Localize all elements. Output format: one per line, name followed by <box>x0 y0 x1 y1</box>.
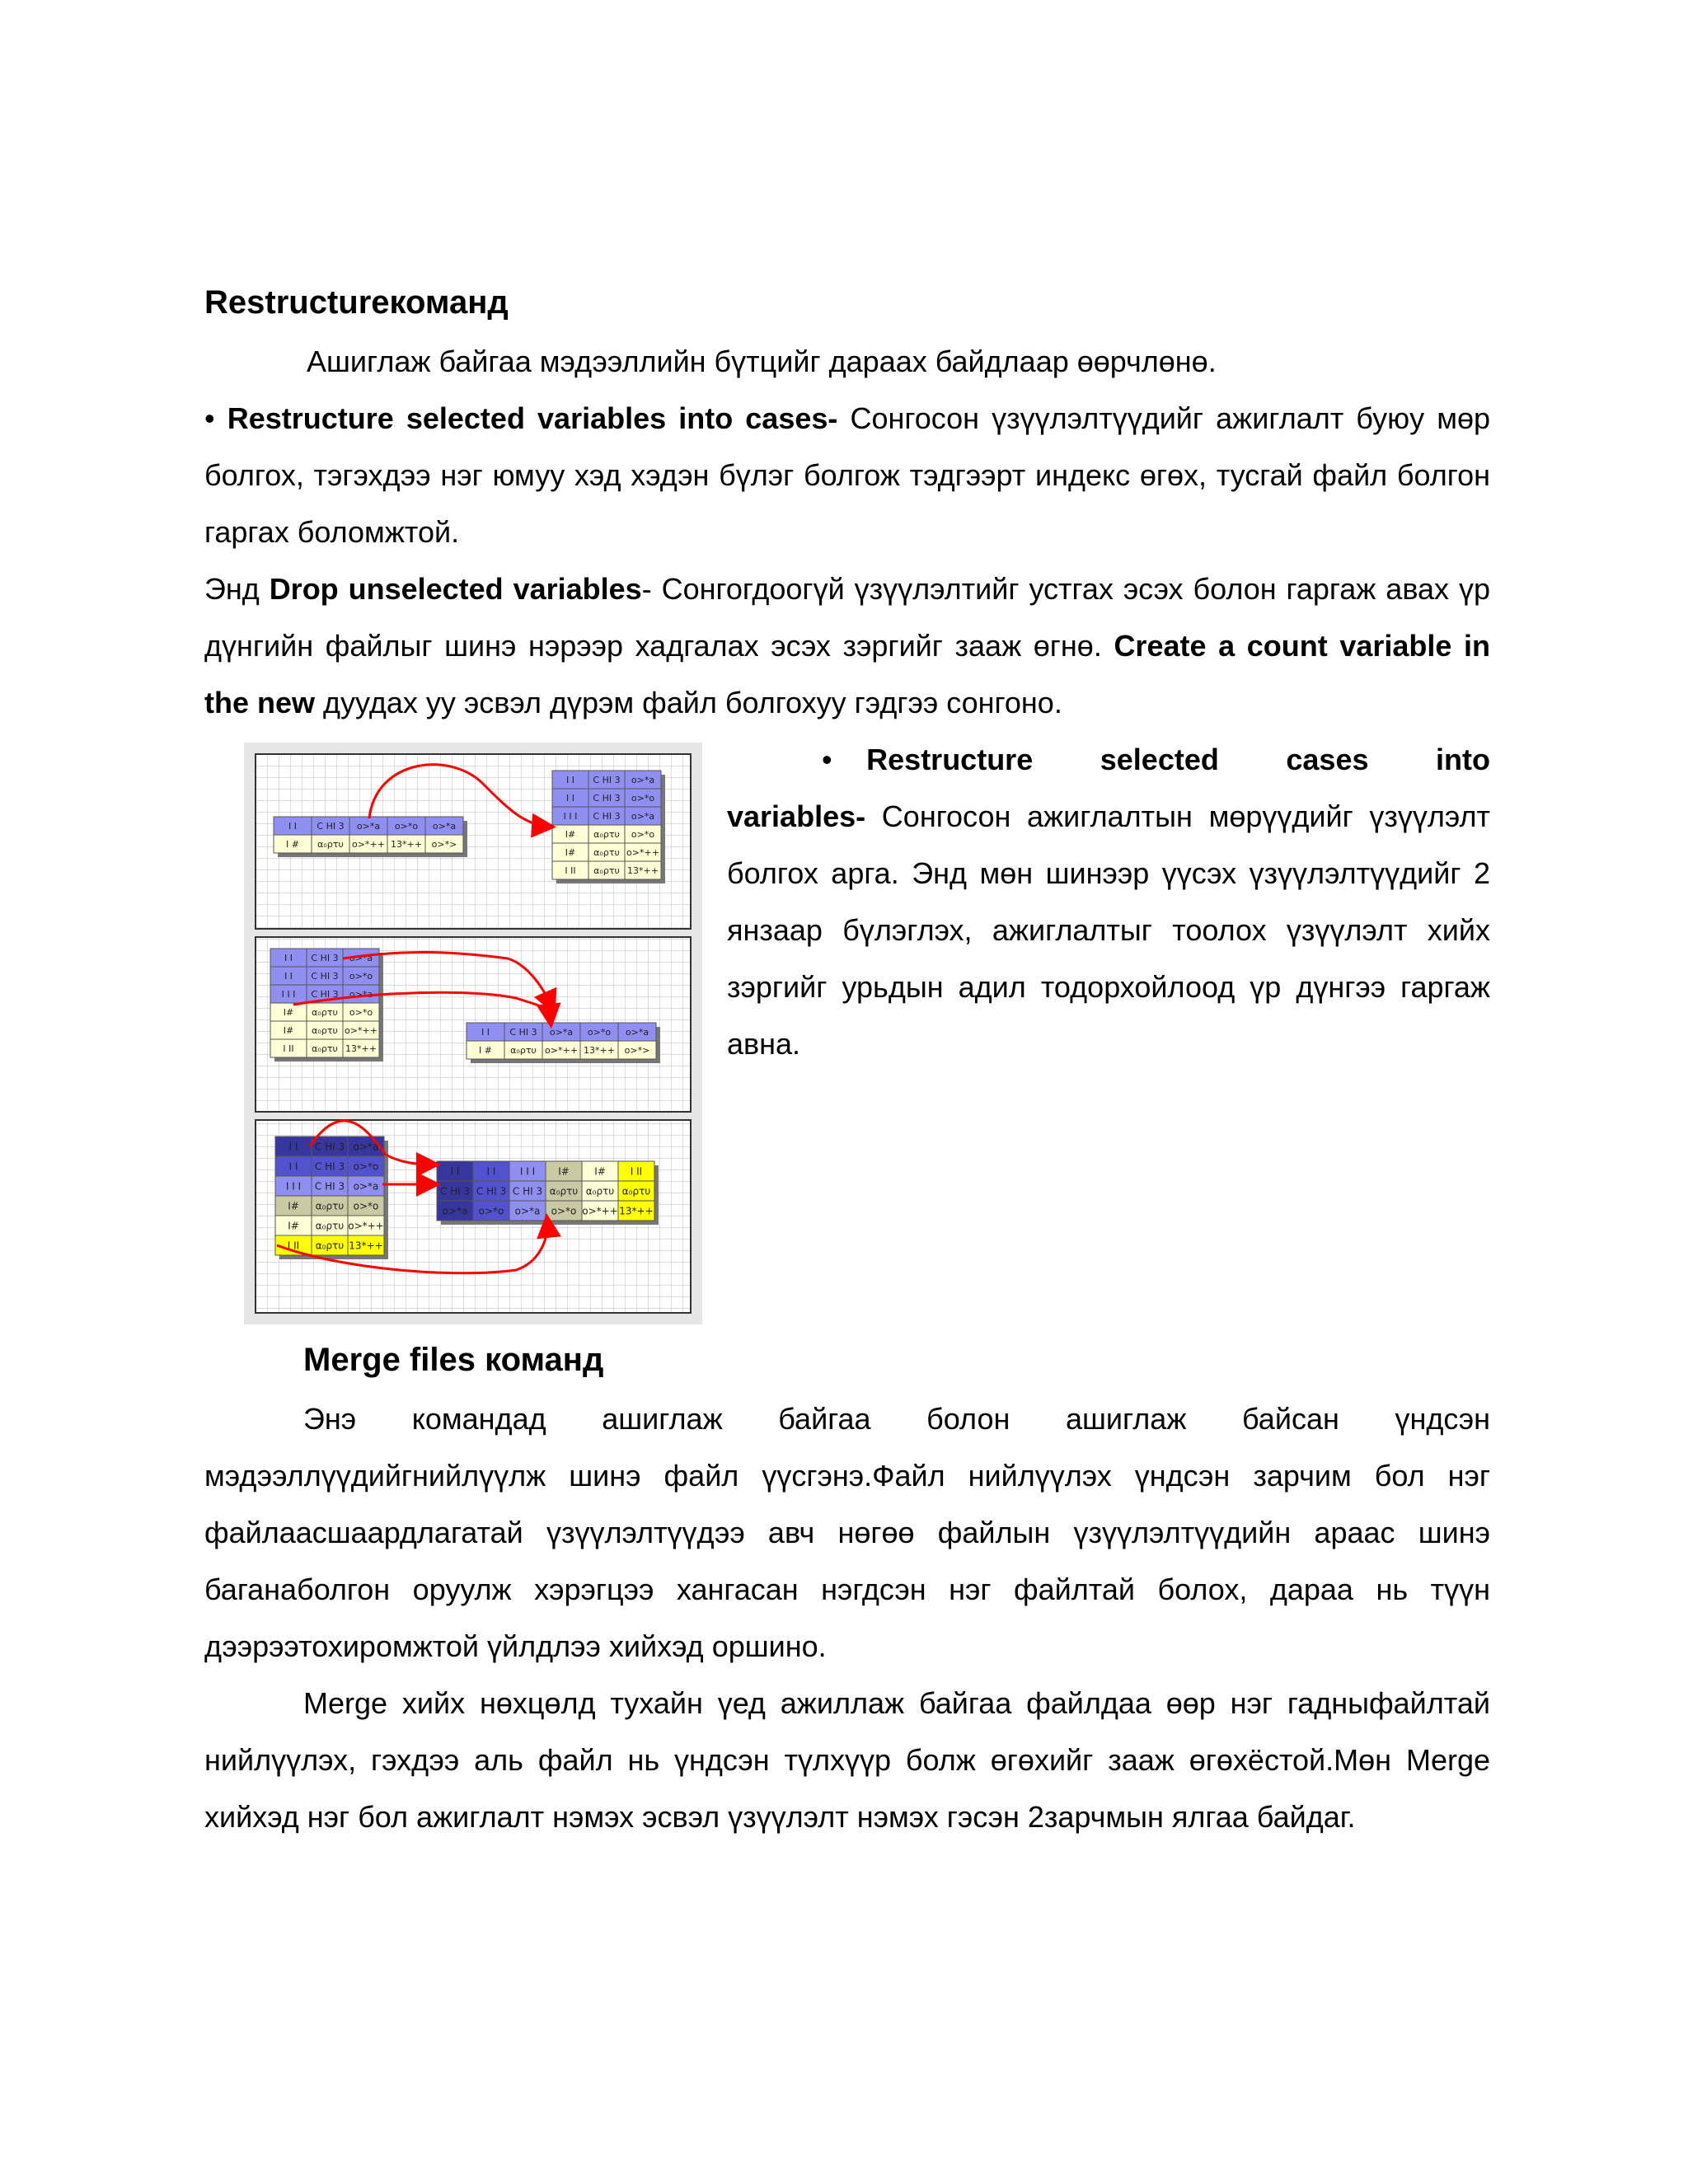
merge-paragraph-1: Энэ командад ашиглаж байгаа болон ашиглаж байсан үндсэн мэдээллүүдийгнийлүүлж шинэ файл үүсгэнэ.Файл нийлүүлэх үндсэн зарчим бол нэг файлаасшаардлагатай үзүүлэлтүүдээ авч нөгөө файлын үзүүлэлтүүдийн араас шинэ баганаболгон оруулж хэрэгцээ хангасан нэгдсэн нэг файлтай болох, дараа нь түүн дээрээтохиромжтой үйлдлээ хийхэд оршино. <box>204 1402 1490 1663</box>
table-cell-label: α₀ρτυ <box>315 1200 345 1212</box>
item-description: Сонгосон үзүүлэлтүүдийг ажиглалт буюу мөр болгох, тэгэхдээ нэг юмуу хэд хэдэн бүлэг болгож тэдгээрт индекс өгөх, тусгай файл болгон гаргах боломжтой. <box>204 401 1491 549</box>
table-cell-label: I I I <box>563 810 578 822</box>
bullet: • <box>204 401 227 435</box>
table-cell-label: I# <box>565 846 576 858</box>
table-cell-label: I I I <box>519 1165 536 1178</box>
table-cell-label: C HI 3 <box>593 774 621 785</box>
table-cell-label: 13*++ <box>619 1205 654 1217</box>
table-cell-label: o>*o <box>631 828 655 840</box>
table-cell-label: o>*o <box>587 1026 612 1038</box>
section-heading-restructure: Restructureкоманд <box>204 284 509 321</box>
table-cell-label: α₀ρτυ <box>593 865 620 876</box>
table-cell-label: α₀ρτυ <box>549 1185 579 1197</box>
table-cell-label: I I <box>481 1026 490 1038</box>
table-cell-label: 13*++ <box>345 1043 377 1054</box>
table-cell-label: o>*++ <box>626 846 659 858</box>
restructure-item-variables-into-cases <box>204 390 1490 560</box>
drop-unselected-paragraph <box>204 560 1490 731</box>
table-cell-label: o>*o <box>349 970 373 982</box>
table-cell-label: 13*++ <box>349 1240 383 1252</box>
table-cell-label: I I <box>284 970 293 982</box>
panel3-source-table <box>275 1137 388 1259</box>
table-cell-label: α₀ρτυ <box>621 1185 651 1197</box>
table-cell-label: o>*a <box>353 1180 379 1193</box>
table-cell-label: I# <box>565 828 576 840</box>
table-cell-label: C HI 3 <box>314 1180 345 1193</box>
table-cell-label: I# <box>288 1200 299 1212</box>
table-cell-label: I I <box>486 1165 496 1178</box>
table-cell-label: o>*++ <box>345 1024 377 1036</box>
table-cell-label: I# <box>288 1220 299 1232</box>
figure-row <box>204 731 1490 1324</box>
table-cell-label: I I I <box>281 988 296 1000</box>
restructure-item-cases-into-variables <box>727 731 1490 1072</box>
table-cell-label: I# <box>594 1165 606 1178</box>
text-run: дуудах уу эсвэл дүрэм файл болгохуу гэдгээ сонгоно. <box>315 686 1062 719</box>
table-cell-label: o>*a <box>549 1026 574 1038</box>
panel1-result-table <box>552 771 665 883</box>
table-cell-label: o>*o <box>631 792 655 804</box>
table-cell-label: C HI 3 <box>311 970 339 982</box>
table-cell-label: o>*o <box>353 1200 379 1212</box>
table-cell-label: I# <box>283 1024 294 1036</box>
table-cell-label: C HI 3 <box>316 820 345 832</box>
term-variables-into-cases: Restructure selected variables into cases- <box>227 401 838 435</box>
panel2-source-table <box>270 949 383 1062</box>
term-cases-into-variables: Restructure selected cases into variables- <box>727 743 1491 833</box>
table-cell-label: o>*a <box>353 1141 379 1153</box>
table-cell-label: o>*a <box>631 774 655 785</box>
table-cell-label: o>*> <box>624 1044 650 1056</box>
table-cell-label: 13*++ <box>584 1044 615 1056</box>
panel2-result-table <box>467 1023 660 1063</box>
table-cell-label: I # <box>286 838 299 850</box>
table-cell-label: o>*> <box>431 838 457 850</box>
table-cell-label: o>*a <box>432 820 457 832</box>
table-cell-label: I# <box>558 1165 570 1178</box>
table-cell-label: o>*a <box>625 1026 649 1038</box>
table-cell-label: α₀ρτυ <box>312 1006 338 1018</box>
table-cell-label: I I I <box>285 1180 302 1193</box>
text-run: Энд <box>204 572 270 606</box>
table-cell-label: o>*++ <box>582 1205 618 1217</box>
table-cell-label: α₀ρτυ <box>593 846 620 858</box>
document-body <box>204 272 1490 1845</box>
table-cell-label: I I <box>288 1160 298 1173</box>
table-cell-label: C HI 3 <box>512 1185 543 1197</box>
panel1-source-table <box>274 817 467 857</box>
table-cell-label: o>*a <box>356 820 381 832</box>
table-cell-label: α₀ρτυ <box>312 1024 338 1036</box>
table-cell-label: C HI 3 <box>314 1141 345 1153</box>
table-cell-label: C HI 3 <box>311 988 339 1000</box>
table-cell-label: o>*++ <box>352 838 385 850</box>
table-cell-label: C HI 3 <box>476 1185 507 1197</box>
table-cell-label: C HI 3 <box>311 952 339 963</box>
table-cell-label: I I <box>566 792 574 804</box>
table-cell-label: I II <box>287 1240 300 1252</box>
table-cell-label: I I <box>566 774 574 785</box>
item-description: Сонгосон ажиглалтын мөрүүдийг үзүүлэлт болгох арга. Энд мөн шинээр үүсэх үзүүлэлтүүдийг 2 янзаар бүлэглэх, ажиглалтыг тоолох үзүүлэлт хийх зэргийг урьдын адил тодорхойлоод үр дүнгээ гаргаж авна. <box>727 799 1490 1061</box>
table-cell-label: α₀ρτυ <box>593 828 620 840</box>
table-cell-label: I# <box>283 1006 294 1018</box>
table-cell-label: C HI 3 <box>593 810 621 822</box>
table-cell-label: o>*a <box>442 1205 468 1217</box>
table-cell-label: o>*a <box>349 988 373 1000</box>
table-cell-label: I I <box>450 1165 460 1178</box>
table-cell-label: o>*++ <box>545 1044 578 1056</box>
table-cell-label: α₀ρτυ <box>312 1043 338 1054</box>
table-cell-label: I I <box>288 1141 298 1153</box>
term-create-count: Create a count variable in the new <box>204 629 1491 719</box>
table-cell-label: o>*o <box>551 1205 577 1217</box>
table-cell-label: o>*o <box>394 820 419 832</box>
table-cell-label: o>*o <box>353 1160 379 1173</box>
table-cell-label: α₀ρτυ <box>315 1240 345 1252</box>
restructure-intro: Ашиглаж байгаа мэдээллийн бүтцийг дараах байдлаар өөрчлөнө. <box>307 344 1217 378</box>
table-cell-label: α₀ρτυ <box>315 1220 345 1232</box>
table-cell-label: α₀ρτυ <box>510 1044 537 1056</box>
table-cell-label: C HI 3 <box>509 1026 537 1038</box>
table-cell-label: α₀ρτυ <box>317 838 344 850</box>
table-cell-label: α₀ρτυ <box>585 1185 615 1197</box>
table-cell-label: I II <box>630 1165 643 1178</box>
table-cell-label: o>*a <box>349 952 373 963</box>
table-cell-label: o>*a <box>631 810 655 822</box>
table-cell-label: o>*++ <box>348 1220 384 1232</box>
restructure-diagram-svg <box>244 743 702 1324</box>
table-cell-label: 13*++ <box>391 838 422 850</box>
term-drop-unselected: Drop unselected variables <box>269 572 642 606</box>
table-cell-label: C HI 3 <box>593 792 621 804</box>
restructure-diagram <box>244 743 702 1324</box>
table-cell-label: o>*o <box>349 1006 373 1018</box>
table-cell-label: C HI 3 <box>314 1160 345 1173</box>
table-cell-label: o>*o <box>478 1205 504 1217</box>
section-heading-merge: Merge files команд <box>303 1342 604 1378</box>
bullet: • <box>822 743 867 776</box>
table-cell-label: I I <box>288 820 297 832</box>
text-run: - Сонгогдоогүй үзүүлэлтийг устгах эсэх болон гаргаж авах үр дүнгийн файлыг шинэ нэрээр хадгалах эсэх зэргийг зааж өгнө. <box>204 572 1491 663</box>
table-cell-label: I # <box>479 1044 492 1056</box>
merge-paragraph-2: Merge хийх нөхцөлд тухайн үед ажиллаж байгаа файлдаа өөр нэг гадныфайлтай нийлүүлэх, гэхдээ аль файл нь үндсэн түлхүүр болж өгөхийг зааж өгөхёстой.Мөн Merge хийхэд нэг бол ажиглалт нэмэх эсвэл үзүүлэлт нэмэх гэсэн 2зарчмын ялгаа байдаг. <box>204 1686 1490 1834</box>
table-cell-label: I II <box>283 1043 294 1054</box>
table-cell-label: I II <box>565 865 576 876</box>
cases-into-variables-paragraph <box>727 731 1490 1072</box>
table-cell-label: 13*++ <box>627 865 659 876</box>
panel3-result-table <box>437 1161 659 1225</box>
table-cell-label: I I <box>284 952 293 963</box>
table-cell-label: o>*a <box>514 1205 541 1217</box>
table-cell-label: C HI 3 <box>439 1185 471 1197</box>
